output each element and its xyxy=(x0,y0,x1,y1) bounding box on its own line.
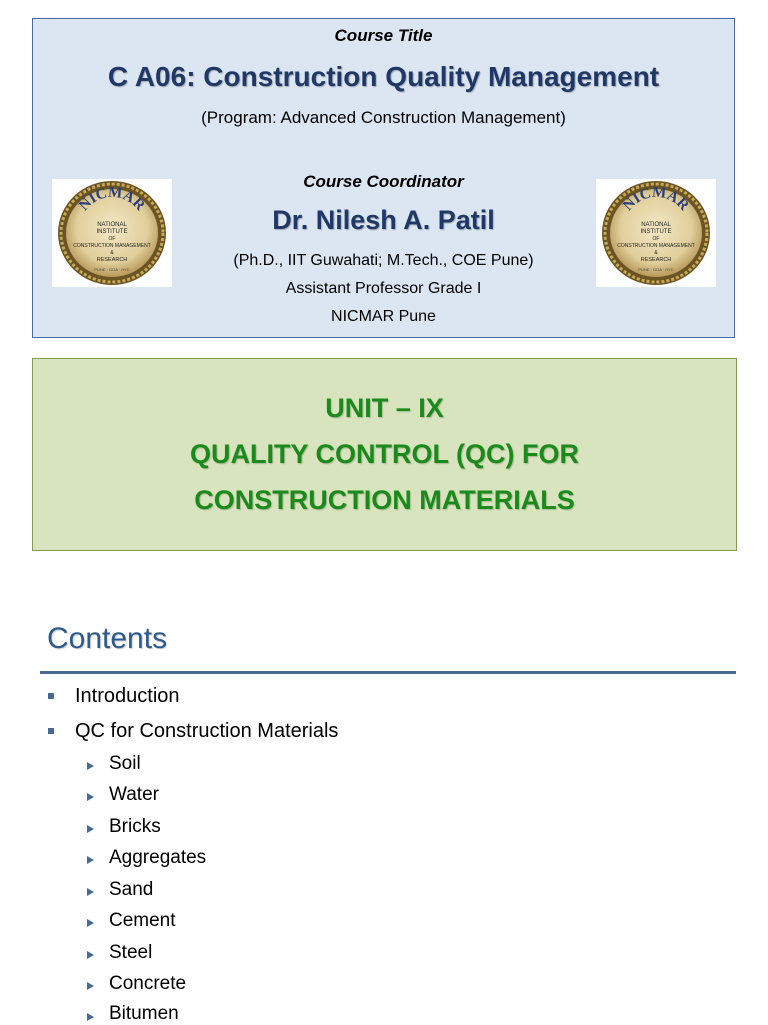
svg-text:PUNE · GOA · HYD: PUNE · GOA · HYD xyxy=(94,267,130,272)
svg-text:OF: OF xyxy=(652,236,660,242)
arrow-bullet-icon xyxy=(87,856,94,864)
svg-text:INSTITUTE: INSTITUTE xyxy=(96,229,128,235)
unit-title-box xyxy=(32,358,737,551)
nicmar-logo-right xyxy=(596,179,716,287)
arrow-bullet-icon xyxy=(87,762,94,770)
svg-text:NICMAR: NICMAR xyxy=(620,184,692,214)
course-title-box xyxy=(32,18,735,338)
unit-number: UNIT – IX xyxy=(325,393,444,423)
svg-text:CONSTRUCTION MANAGEMENT: CONSTRUCTION MANAGEMENT xyxy=(617,243,695,249)
subitem-soil: Soil xyxy=(109,753,141,774)
course-name: C A06: Construction Quality Management xyxy=(107,61,660,92)
contents-item-introduction: Introduction xyxy=(75,685,180,707)
contents-item-qc-materials: QC for Construction Materials xyxy=(75,720,339,742)
arrow-bullet-icon xyxy=(87,919,94,927)
svg-text:RESEARCH: RESEARCH xyxy=(640,257,672,263)
nicmar-seal-icon xyxy=(600,179,712,287)
subitem-sand: Sand xyxy=(109,879,154,900)
svg-text:NATIONAL: NATIONAL xyxy=(641,222,671,228)
nicmar-logo-left xyxy=(52,179,172,287)
subitem-bitumen: Bitumen xyxy=(109,1003,179,1024)
subitem-aggregates: Aggregates xyxy=(109,847,207,868)
arrow-bullet-icon xyxy=(87,888,94,896)
coordinator-name: Dr. Nilesh A. Patil xyxy=(272,205,495,235)
svg-text:&: & xyxy=(110,250,114,256)
arrow-bullet-icon xyxy=(87,1013,94,1021)
subitem-bricks: Bricks xyxy=(109,816,161,837)
unit-title-line1: QUALITY CONTROL (QC) FOR xyxy=(190,439,579,469)
coordinator-position: Assistant Professor Grade I xyxy=(285,280,482,297)
svg-text:NICMAR: NICMAR xyxy=(76,184,148,214)
arrow-bullet-icon xyxy=(87,982,94,990)
coordinator-label: Course Coordinator xyxy=(303,172,464,191)
svg-text:CONSTRUCTION MANAGEMENT: CONSTRUCTION MANAGEMENT xyxy=(73,243,151,249)
square-bullet-icon xyxy=(48,728,54,734)
subitem-steel: Steel xyxy=(109,942,153,963)
program-name: (Program: Advanced Construction Management) xyxy=(201,108,566,127)
contents-divider xyxy=(40,671,736,674)
square-bullet-icon xyxy=(48,693,54,699)
unit-title-line2: CONSTRUCTION MATERIALS xyxy=(194,485,575,515)
subitem-cement: Cement xyxy=(109,910,176,931)
arrow-bullet-icon xyxy=(87,951,94,959)
svg-text:OF: OF xyxy=(108,236,116,242)
subitem-water: Water xyxy=(109,784,159,805)
coordinator-institution: NICMAR Pune xyxy=(331,308,436,325)
svg-text:PUNE · GOA · HYD: PUNE · GOA · HYD xyxy=(638,267,674,272)
svg-text:&: & xyxy=(654,250,658,256)
arrow-bullet-icon xyxy=(87,825,94,833)
arrow-bullet-icon xyxy=(87,793,94,801)
nicmar-seal-icon xyxy=(56,179,168,287)
contents-heading: Contents xyxy=(47,622,168,655)
course-title-label: Course Title xyxy=(334,26,433,45)
svg-text:RESEARCH: RESEARCH xyxy=(96,257,128,263)
coordinator-qualifications: (Ph.D., IIT Guwahati; M.Tech., COE Pune) xyxy=(233,252,534,269)
svg-text:INSTITUTE: INSTITUTE xyxy=(640,229,672,235)
subitem-concrete: Concrete xyxy=(109,973,187,994)
svg-text:NATIONAL: NATIONAL xyxy=(97,222,127,228)
